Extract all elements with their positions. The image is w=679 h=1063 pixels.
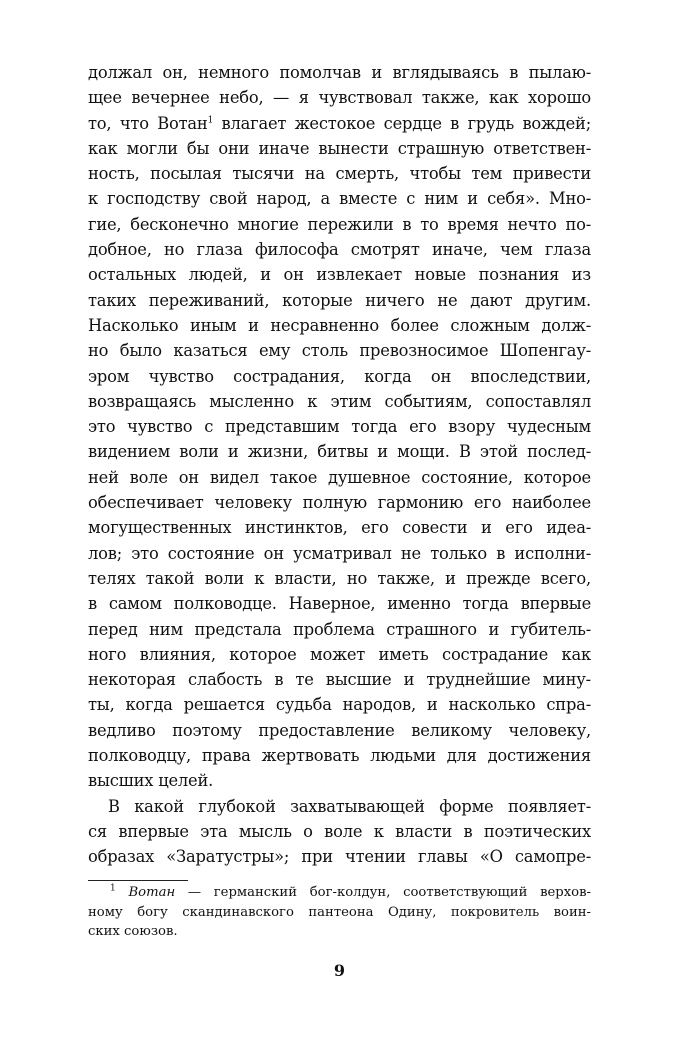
text-line: эром чувство сострадания, когда он впоследствии, bbox=[88, 366, 591, 386]
text-line: образах «Заратустры»; при чтении главы «О самопре- bbox=[88, 847, 591, 867]
text-line: В какой глубокой захватывающей форме появляет- bbox=[108, 796, 591, 816]
text-line: щее вечернее небо, — я чувствовал также, как хорошо bbox=[88, 88, 591, 108]
text-line: Насколько иным и несравненно более сложным долж- bbox=[88, 315, 591, 335]
text-line: ведливо поэтому предоставление великому человеку, bbox=[88, 720, 591, 740]
footnote bbox=[88, 883, 591, 942]
text-line: перед ним предстала проблема страшного и губитель- bbox=[88, 619, 591, 639]
text-line: видением воли и жизни, битвы и мощи. В этой послед- bbox=[88, 442, 591, 462]
text-line: к господству свой народ, а вместе с ним и себя». Мно- bbox=[88, 189, 591, 209]
text-line: ность, посылая тысячи на смерть, чтобы тем привести bbox=[88, 164, 591, 184]
text-line: как могли бы они иначе вынести страшную ответствен- bbox=[88, 138, 591, 158]
text-line: должал он, немного помолчав и вглядываясь в пылаю- bbox=[88, 63, 591, 82]
footnote-marker: 1 bbox=[110, 883, 116, 894]
text-line: ного влияния, которое может иметь сострадание как bbox=[88, 644, 591, 664]
text-line: некоторая слабость в те высшие и труднейшие мину- bbox=[88, 670, 591, 690]
text-line: гие, бесконечно многие пережили в то время нечто по- bbox=[88, 214, 591, 234]
text-line: ты, когда решается судьба народов, и насколько спра- bbox=[88, 695, 591, 715]
text-line: могущественных инстинктов, его совести и его идеа- bbox=[88, 518, 591, 538]
text-line: добное, но глаза философа смотрят иначе, чем глаза bbox=[88, 240, 591, 260]
text-line bbox=[88, 111, 591, 136]
text-line: телях такой воли к власти, но также, и прежде всего, bbox=[88, 568, 591, 588]
text-line: в самом полководце. Наверное, именно тогда впервые bbox=[88, 594, 591, 614]
page-number: 9 bbox=[333, 961, 346, 980]
footnote-line: ских союзов. bbox=[88, 924, 178, 939]
text-fragment: влагает жестокое сердце в грудь вождей; bbox=[213, 113, 591, 133]
text-line: лов; это состояние он усматривал не только в исполни- bbox=[88, 543, 591, 563]
footnote-line bbox=[88, 883, 591, 903]
text-line: остальных людей, и он извлекает новые познания из bbox=[88, 265, 591, 285]
text-line: высших целей. bbox=[88, 771, 214, 791]
footnote-text: — германский бог-колдун, соответствующий верхов- bbox=[175, 885, 591, 900]
main-text bbox=[88, 60, 591, 870]
text-line: но было казаться ему столь превозносимое Шопенгау- bbox=[88, 341, 591, 361]
text-line: возвращаясь мысленно к этим событиям, сопоставлял bbox=[88, 391, 591, 411]
text-body bbox=[88, 60, 591, 870]
footnote-line: ному богу скандинавского пантеона Одину, покровитель воин- bbox=[88, 904, 591, 920]
text-line: ся впервые эта мысль о воле к власти в поэтических bbox=[88, 821, 591, 841]
text-line: таких переживаний, которые ничего не дают другим. bbox=[88, 290, 591, 310]
text-line: это чувство с представшим тогда его взору чудесным bbox=[88, 417, 591, 437]
text-line: полководцу, права жертвовать людьми для достижения bbox=[88, 746, 591, 766]
footnote-reference[interactable]: 1 bbox=[207, 115, 214, 126]
text-line: обеспечивает человеку полную гармонию его наиболее bbox=[88, 493, 591, 513]
footnote-term: Вотан bbox=[128, 885, 176, 900]
footnote-divider bbox=[88, 880, 188, 881]
text-fragment: то, что Вотан bbox=[88, 113, 208, 133]
text-line: ней воле он видел такое душевное состояние, которое bbox=[88, 467, 591, 487]
